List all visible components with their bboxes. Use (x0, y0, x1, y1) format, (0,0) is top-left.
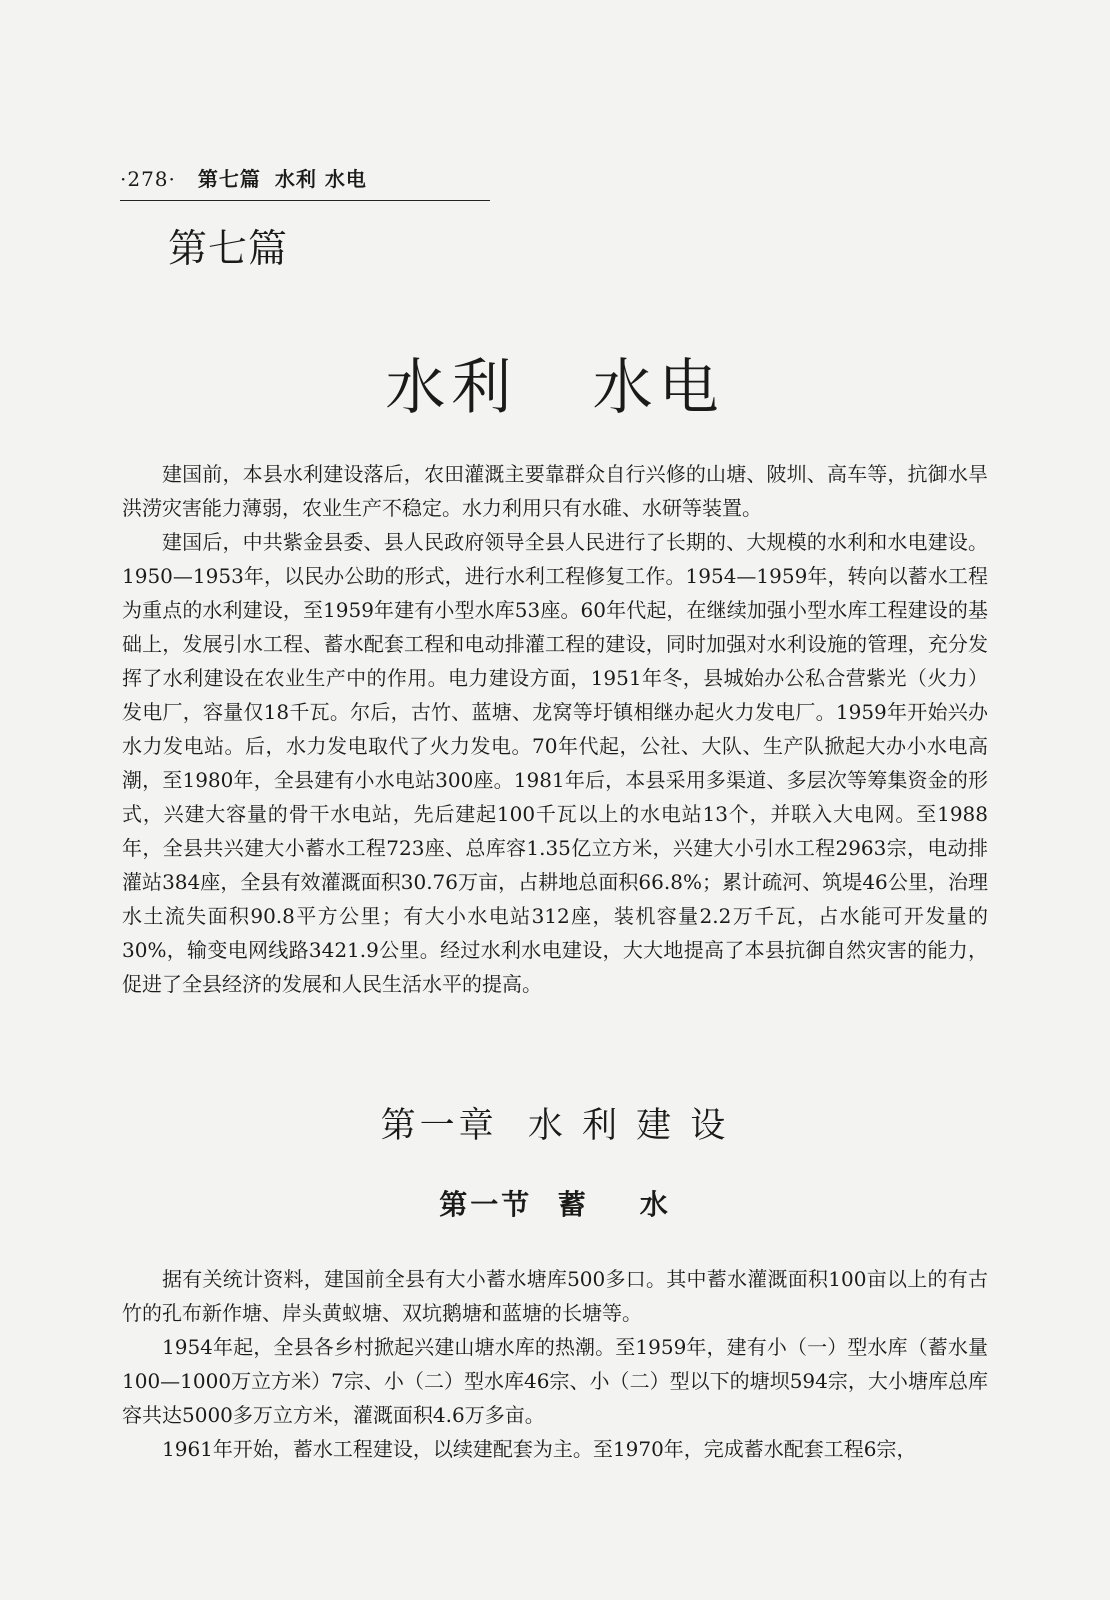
running-header (120, 163, 490, 201)
part-label: 第七篇 (168, 227, 289, 272)
body-paragraph-2: 1954年起，全县各乡村掀起兴建山塘水库的热潮。至1959年，建有小（一）型水库（蓄水量100—1000万立方米）7宗、小（二）型水库46宗、小（二）型以下的塘坝594宗，大小塘库总库容共达5000多万立方米，灌溉面积4.6万多亩。 (122, 1335, 988, 1427)
part-title: 水利 水电 (385, 353, 725, 423)
section-title: 第一节 蓄 水 (439, 1188, 671, 1221)
page-number: ·278· (120, 167, 176, 191)
intro-paragraph-2: 建国后，中共紫金县委、县人民政府领导全县人民进行了长期的、大规模的水利和水电建设。1950—1953年，以民办公助的形式，进行水利工程修复工作。1954—1959年，转向以蓄水工程为重点的水利建设，至1959年建有小型水库53座。60年代起，在继续加强小型水库工程建设的基础上，发展引水工程、蓄水配套工程和电动排灌工程的建设，同时加强对水利设施的管理，充分发挥了水利建设在农业生产中的作用。电力建设方面，1951年冬，县城始办公私合营紫光（火力）发电厂，容量仅18千瓦。尔后，古竹、蓝塘、龙窝等圩镇相继办起火力发电厂。1959年开始兴办水力发电站。后，水力发电取代了火力发电。70年代起，公社、大队、生产队掀起大办小水电高潮，至1980年，全县建有小水电站300座。1981年后，本县采用多渠道、多层次等筹集资金的形式，兴建大容量的骨干水电站，先后建起100千瓦以上的水电站13个，并联入大电网。至1988年，全县共兴建大小蓄水工程723座、总库容1.35亿立方米，兴建大小引水工程2963宗，电动排灌站384座，全县有效灌溉面积30.76万亩，占耕地总面积66.8%；累计疏河、筑堤46公里，治理水土流失面积90.8平方公里；有大小水电站312座，装机容量2.2万千瓦，占水能可开发量的30%，输变电网线路3421.9公里。经过水利水电建设，大大地提高了本县抗御自然灾害的能力，促进了全县经济的发展和人民生活水平的提高。 (122, 530, 988, 996)
header-part: 第七篇 (197, 167, 261, 191)
body-paragraph-3: 1961年开始，蓄水工程建设，以续建配套为主。至1970年，完成蓄水配套工程6宗， (162, 1437, 917, 1461)
header-title: 水利 水电 (274, 167, 367, 191)
intro-paragraph-1: 建国前，本县水利建设落后，农田灌溉主要靠群众自行兴修的山塘、陂圳、高车等，抗御水旱洪涝灾害能力薄弱，农业生产不稳定。水力利用只有水碓、水研等装置。 (122, 462, 988, 520)
chapter-title: 第一章 水 利 建 设 (380, 1106, 730, 1146)
body-paragraph-1: 据有关统计资料，建国前全县有大小蓄水塘库500多口。其中蓄水灌溉面积100亩以上的有古竹的孔布新作塘、岸头黄蚁塘、双坑鹅塘和蓝塘的长塘等。 (122, 1267, 988, 1325)
